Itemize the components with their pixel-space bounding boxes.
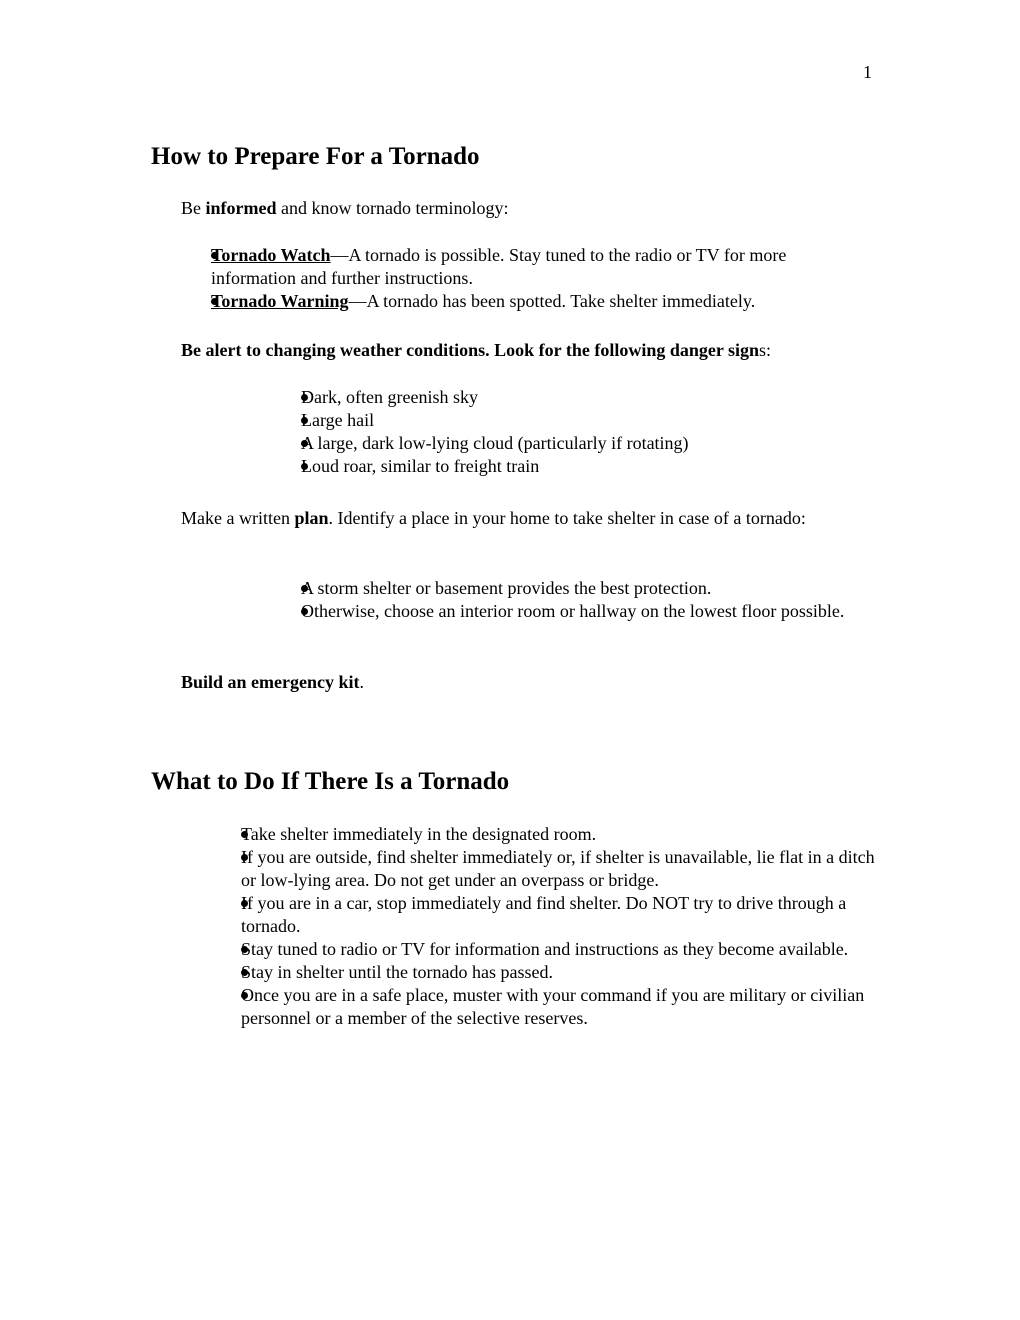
alert-paragraph <box>181 339 771 362</box>
list-item <box>271 577 851 600</box>
intro-bold: informed <box>205 198 277 218</box>
list-item <box>181 244 871 290</box>
shelter-option: Otherwise, choose an interior room or hallway on the lowest floor possible. <box>301 601 845 621</box>
action-item: If you are in a car, stop immediately and find shelter. Do NOT try to drive through a tornado. <box>241 893 847 936</box>
list-item <box>211 938 876 961</box>
action-item: Once you are in a safe place, muster with your command if you are military or civilian personnel or a member of the selective reserves. <box>241 985 865 1028</box>
intro-paragraph <box>181 197 508 220</box>
shelter-option: A storm shelter or basement provides the best protection. <box>301 578 712 598</box>
danger-sign: Loud roar, similar to freight train <box>301 456 540 476</box>
action-item: Take shelter immediately in the designated room. <box>241 824 597 844</box>
plan-pre: Make a written <box>181 508 295 528</box>
term-definition: —A tornado has been spotted. Take shelter immediately. <box>348 291 756 311</box>
list-item <box>271 455 871 478</box>
kit-paragraph <box>181 671 364 694</box>
danger-sign: Large hail <box>301 410 375 430</box>
action-item: Stay tuned to radio or TV for information and instructions as they become available. <box>241 939 849 959</box>
terminology-list <box>181 244 871 313</box>
list-item <box>271 386 871 409</box>
action-item: Stay in shelter until the tornado has passed. <box>241 962 553 982</box>
list-item <box>271 600 851 623</box>
term-tornado-watch: Tornado Watch <box>211 245 331 265</box>
action-item: If you are outside, find shelter immediately or, if shelter is unavailable, lie flat in a ditch or low-lying area. Do not get under an overpass or bridge. <box>241 847 875 890</box>
list-item <box>211 984 876 1030</box>
kit-post: . <box>359 672 364 692</box>
list-item <box>181 290 871 313</box>
list-item <box>211 823 876 846</box>
plan-bold: plan <box>294 508 329 528</box>
plan-paragraph <box>181 507 821 530</box>
shelter-options-list <box>271 577 851 623</box>
alert-post: s: <box>759 340 772 360</box>
list-item <box>211 961 876 984</box>
intro-pre: Be <box>181 198 206 218</box>
page-number: 1 <box>863 62 872 82</box>
kit-bold: Build an emergency kit <box>181 672 360 692</box>
list-item <box>271 432 871 455</box>
section-title-prepare: How to Prepare For a Tornado <box>151 143 480 170</box>
alert-bold: Be alert to changing weather conditions. Look for the following danger sign <box>181 340 760 360</box>
list-item <box>211 892 876 938</box>
danger-sign: A large, dark low-lying cloud (particularly if rotating) <box>301 433 689 453</box>
danger-sign: Dark, often greenish sky <box>301 387 478 407</box>
actions-list <box>211 823 876 1030</box>
term-definition: —A tornado is possible. Stay tuned to the radio or TV for more information and further instructions. <box>211 245 787 288</box>
list-item <box>211 846 876 892</box>
term-tornado-warning: Tornado Warning <box>211 291 349 311</box>
section-title-what-to-do: What to Do If There Is a Tornado <box>151 768 510 795</box>
danger-signs-list <box>271 386 871 478</box>
intro-post: and know tornado terminology: <box>276 198 509 218</box>
list-item <box>271 409 871 432</box>
plan-post: . Identify a place in your home to take shelter in case of a tornado: <box>328 508 806 528</box>
